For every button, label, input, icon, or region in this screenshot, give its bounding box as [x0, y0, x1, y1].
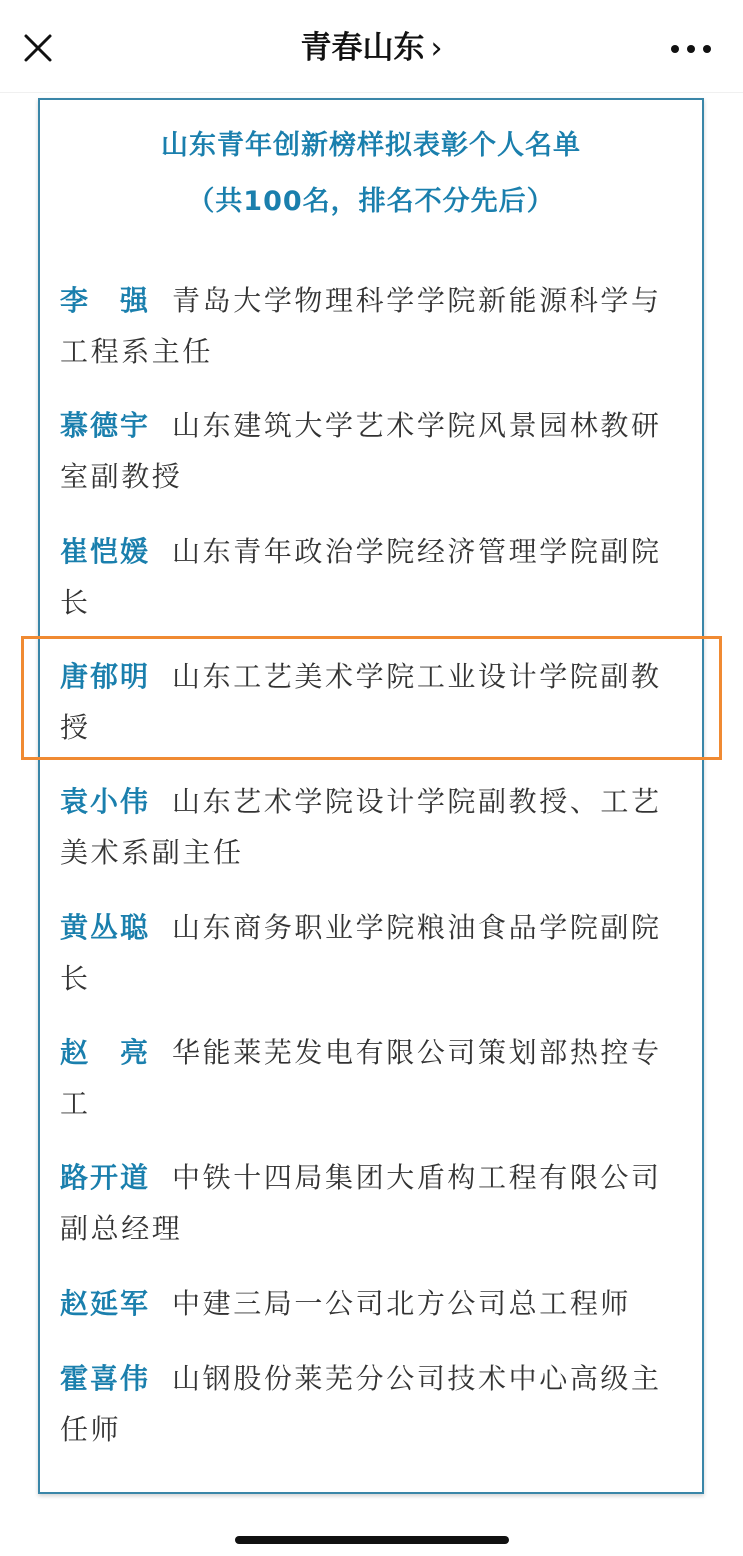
person-title: 中建三局一公司北方公司总工程师 [172, 1287, 632, 1320]
top-navigation-bar [0, 0, 743, 93]
chevron-right-icon: › [430, 31, 443, 66]
person-title: 中铁十四局集团大盾构工程有限公司副总经理 [60, 1161, 662, 1245]
person-name: 赵延军 [60, 1287, 151, 1320]
person-name: 唐郁明 [60, 660, 151, 693]
person-title: 青岛大学物理科学学院新能源科学与工程系主任 [60, 284, 662, 368]
person-name: 赵 亮 [60, 1036, 151, 1069]
list-entry [60, 1353, 692, 1455]
list-entry-highlighted [60, 651, 692, 753]
person-name: 李 强 [60, 284, 151, 317]
person-title: 山东工艺美术学院工业设计学院副教授 [60, 660, 662, 744]
more-dots-icon [669, 34, 713, 64]
person-title: 山东艺术学院设计学院副教授、工艺美术系副主任 [60, 785, 662, 869]
person-name: 路开道 [60, 1161, 151, 1194]
person-name: 霍喜伟 [60, 1362, 151, 1395]
home-indicator[interactable] [235, 1536, 509, 1544]
list-entry [60, 902, 692, 1004]
person-name: 慕德宇 [60, 409, 151, 442]
person-title: 华能莱芜发电有限公司策划部热控专工 [60, 1036, 662, 1120]
list-entry [60, 1278, 692, 1329]
list-entry [60, 776, 692, 878]
list-entry [60, 1027, 692, 1129]
person-name: 黄丛聪 [60, 911, 151, 944]
person-title: 山东青年政治学院经济管理学院副院长 [60, 535, 662, 619]
list-entry [60, 275, 692, 377]
name-list-card [38, 98, 704, 1494]
person-name: 崔恺媛 [60, 535, 151, 568]
list-entry [60, 400, 692, 502]
account-name: 青春山东 [300, 30, 425, 66]
person-title: 山东商务职业学院粮油食品学院副院长 [60, 911, 662, 995]
list-entry [60, 1152, 692, 1254]
more-options-button[interactable] [669, 34, 713, 64]
account-title-link[interactable] [0, 28, 743, 69]
list-subheading: （共100名，排名不分先后） [187, 186, 555, 217]
person-title: 山钢股份莱芜分公司技术中心高级主任师 [60, 1362, 662, 1446]
person-title: 山东建筑大学艺术学院风景园林教研室副教授 [60, 409, 662, 493]
person-name: 袁小伟 [60, 785, 151, 818]
list-heading: 山东青年创新榜样拟表彰个人名单 [161, 130, 581, 161]
list-entry [60, 526, 692, 628]
